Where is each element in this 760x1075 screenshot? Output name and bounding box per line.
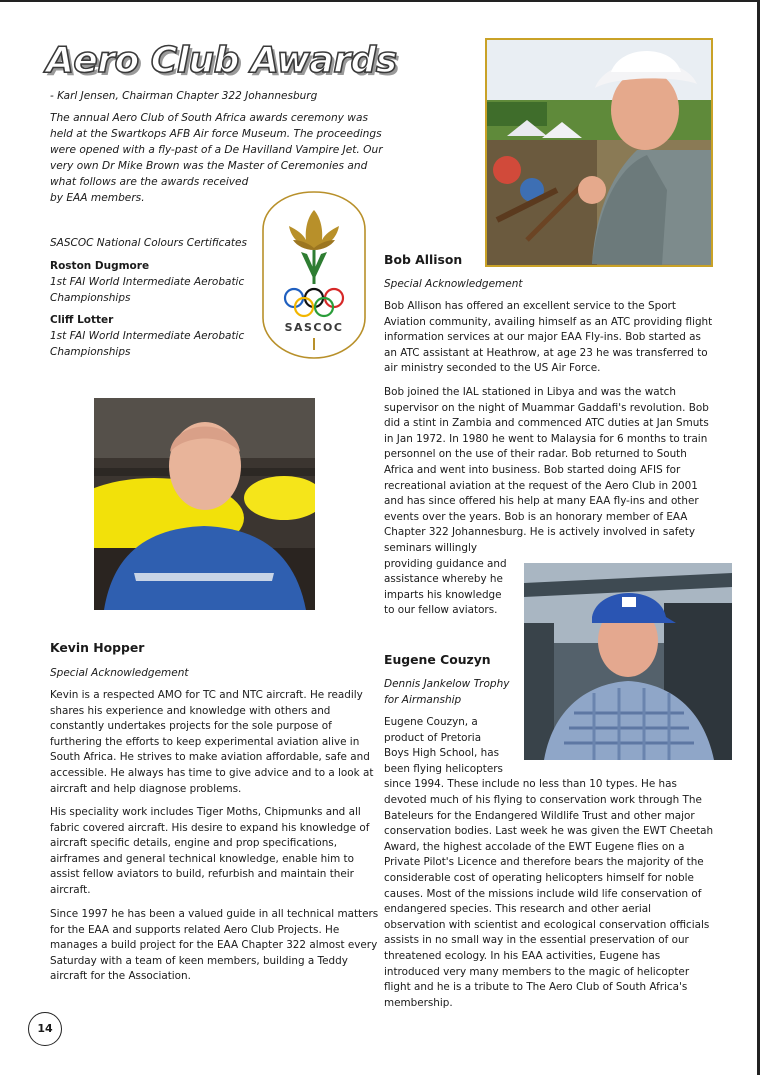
kevin-hopper-award: Special Acknowledgement (50, 667, 189, 679)
byline: - Karl Jensen, Chairman Chapter 322 Johannesburg (50, 90, 318, 102)
intro-line: what follows are the awards received (50, 176, 249, 188)
bob-allison-photo (485, 38, 713, 267)
kevin-hopper-name: Kevin Hopper (50, 640, 145, 655)
kevin-hopper-paragraph-1: Kevin is a respected AMO for TC and NTC aircraft. He readily shares his experience and knowledge with others and constantly undertakes projects for the sole purpose of furthering the efforts to keep experimental aviation alive in South Africa. He strives to make aviation affordable, safe and accessible. He always has time to give advice and to a look at aircraft and help diagnose problems. (50, 689, 374, 795)
recipient-achievement-cliff: 1st FAI World Intermediate Aerobatic Championships (50, 330, 245, 358)
eugene-couzyn-award: Dennis Jankelow Trophy for Airmanship (384, 678, 510, 706)
page-number: 14 (28, 1012, 62, 1046)
bob-allison-award: Special Acknowledgement (384, 278, 523, 290)
bob-allison-paragraph-2: Bob joined the IAL stationed in Libya and was the watch supervisor on the night of Muammar Gaddafi's revolution. Bob did a stint in Zambia and commenced ATC duties at Jan Smuts in Jan 1972. In 1980 he went to Malaysia for 6 months to train personnel on the use of their radar. Bob returned to South Africa and went into business. Bob started doing AFIS for recreational aviation at the request of the Aero Club in 2001 and has since offered his help at many EAA fly-ins and other events over the years. Bob is an honorary member of EAA Chapter 322 Johannesburg. He is actively involved in safety seminars willingly providing guidance and assistance whereby he imparts his knowledge to our fellow aviators. (384, 386, 709, 617)
bob-allison-name: Bob Allison (384, 252, 463, 267)
intro-line: held at the Swartkops AFB Air force Museum. The proceedings (50, 128, 382, 140)
intro-line: very own Dr Mike Brown was the Master of Ceremonies and (50, 160, 368, 172)
kevin-hopper-paragraph-3: Since 1997 he has been a valued guide in all technical matters for the EAA and supports related Aero Club Projects. He manages a build project for the EAA Chapter 322 almost every Saturday with a team of keen members, building a Teddy aircraft for the Association. (50, 908, 379, 983)
intro-line: The annual Aero Club of South Africa awards ceremony was (50, 112, 368, 124)
intro-line: were opened with a fly-past of a De Havilland Vampire Jet. Our (50, 144, 383, 156)
sascoc-logo (261, 190, 367, 360)
eugene-couzyn-name: Eugene Couzyn (384, 652, 491, 667)
recipient-name-roston: Roston Dugmore (50, 260, 150, 272)
page-title: Aero Club Awards (46, 40, 397, 81)
kevin-hopper-paragraph-2: His speciality work includes Tiger Moths, Chipmunks and all fabric covered aircraft. His desire to expand his knowledge of aircraft specific details, engine and prop specifications, airframes and general technical knowledge, enable him to assist fellow aviators to build, refurbish and maintain their aircraft. (50, 806, 370, 896)
recipient-achievement-roston: 1st FAI World Intermediate Aerobatic Championships (50, 276, 245, 304)
sascoc-section-label: SASCOC National Colours Certificates (50, 237, 247, 249)
bob-allison-paragraph-1: Bob Allison has offered an excellent service to the Sport Aviation community, availing himself as an ATC providing flight information services at our major EAA Fly-ins. Bob started as an ATC assistant at Heathrow, at age 23 he was transferred to air ministry seconded to the US Air Force. (384, 300, 713, 375)
recipient-name-cliff: Cliff Lotter (50, 314, 114, 326)
kevin-hopper-photo (94, 398, 315, 610)
sascoc-logo-text: SASCOC (284, 321, 344, 334)
intro-line: by EAA members. (50, 192, 145, 204)
eugene-couzyn-paragraph-1: Eugene Couzyn, a product of Pretoria Boys High School, has been flying helicopters since 1994. These include no less than 10 types. He has devoted much of his flying to conservation work through The Bateleurs for the Endangered Wildlife Trust and other major conservation bodies. Last week he was given the EWT Cheetah Award, the highest accolade of the EWT Eugene flies on a Private Pilot's Licence and therefore bears the majority of the considerable cost of operating helicopters himself for noble causes. Most of the missions include wild life conservation of endangered species. This research and other aerial observation with scientist and ecological conservation officials assists in no small way in the essential preservation of our threatened ecology. In his EAA activities, Eugene has introduced very many members to the magic of helicopter flight and he is a tribute to The Aero Club of South Africa's membership. (384, 716, 714, 1009)
page-border-top (0, 0, 760, 2)
